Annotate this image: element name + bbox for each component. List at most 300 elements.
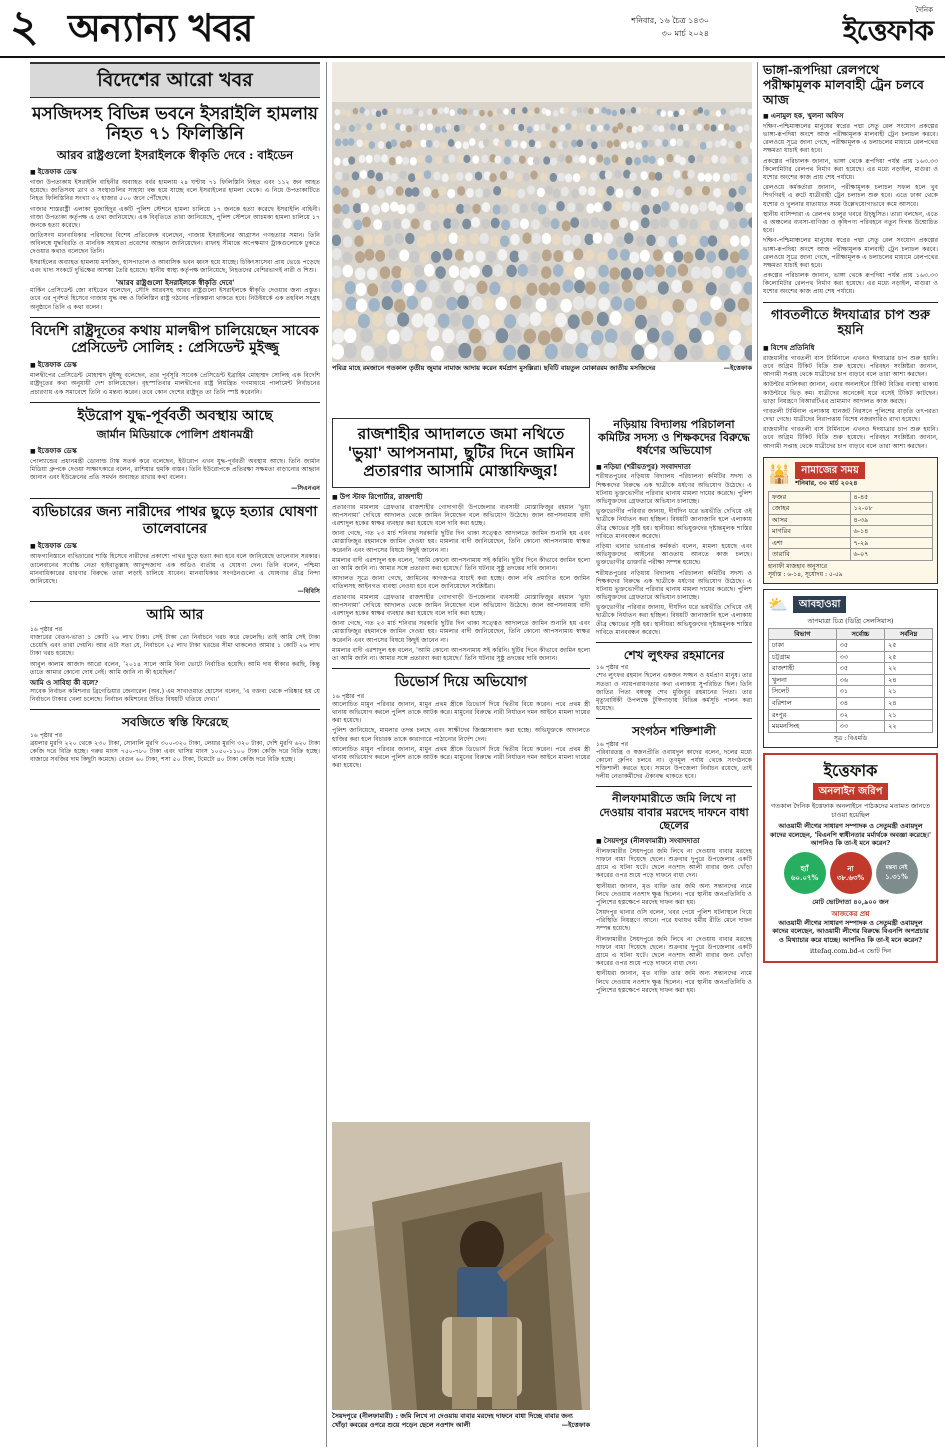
worshipper-figure xyxy=(509,328,522,343)
worshipper-figure xyxy=(355,267,366,280)
worshipper-figure xyxy=(736,141,743,149)
worshipper-figure xyxy=(530,312,542,326)
worshipper-figure xyxy=(597,312,609,326)
worshipper-figure xyxy=(517,264,528,277)
worshipper-figure xyxy=(367,170,375,179)
weather-header: সর্বনিম্ন xyxy=(885,628,933,640)
prayer-row xyxy=(769,491,933,503)
worshipper-figure xyxy=(558,154,565,162)
grave-image xyxy=(332,1122,590,1410)
worshipper-figure xyxy=(660,110,666,117)
worshipper-figure xyxy=(531,219,540,230)
grave-photo-caption: সৈয়দপুরে (নীলফামারী) : জমি লিখে না দেওয়ায় বাবার মরদেহ দাফনে বাধা দিচ্ছে বাবার জন্য খোঁড়া কবরের ওপরে শুয়ে পড়েন ছেলে নওশাদ আলী —ইত্তেফাক xyxy=(332,1412,590,1429)
worshipper-figure xyxy=(518,249,528,261)
worshipper-figure xyxy=(619,217,628,228)
worshipper-figure xyxy=(444,107,450,114)
worshipper-figure xyxy=(510,234,520,245)
weather-cell: ৩৩ xyxy=(836,721,885,733)
worshipper-figure xyxy=(577,107,583,114)
worshipper-figure xyxy=(356,299,368,313)
worshipper-figure xyxy=(671,202,680,212)
worshipper-figure xyxy=(396,108,402,115)
worshipper-figure xyxy=(367,283,378,296)
worshipper-figure xyxy=(517,313,529,327)
worshipper-figure xyxy=(596,154,603,162)
prayer-time-box xyxy=(763,457,938,584)
worshipper-figure xyxy=(503,345,516,361)
online-poll-box[interactable] xyxy=(763,753,938,963)
worshipper-figure xyxy=(698,298,710,312)
worshipper-figure xyxy=(465,283,476,296)
sheikh-lutfar-headline[interactable]: শেখ লুৎফর রহমানের xyxy=(623,648,725,663)
worshipper-figure xyxy=(731,281,742,294)
weather-box xyxy=(763,589,938,748)
grave-photo[interactable] xyxy=(332,1122,590,1410)
worshipper-figure xyxy=(408,173,416,182)
worshipper-figure xyxy=(450,173,458,182)
worshipper-figure xyxy=(373,219,382,230)
worshipper-figure xyxy=(474,125,480,132)
worshipper-figure xyxy=(486,251,496,263)
worshipper-figure xyxy=(394,233,404,244)
worshipper-figure xyxy=(369,141,376,149)
worshipper-figure xyxy=(420,139,427,147)
worshipper-figure xyxy=(717,345,730,361)
worshipper-figure xyxy=(741,156,748,164)
prayer-row xyxy=(769,549,933,561)
worshipper-figure xyxy=(706,141,713,149)
worshipper-figure xyxy=(600,139,607,147)
worshipper-figure xyxy=(389,157,396,165)
worshipper-figure xyxy=(591,217,600,228)
worshipper-figure xyxy=(550,140,557,148)
worshipper-figure xyxy=(647,295,659,309)
worshipper-figure xyxy=(660,299,672,313)
weather-row xyxy=(769,663,933,675)
worshipper-figure xyxy=(424,170,432,179)
worshipper-figure xyxy=(468,108,474,115)
worshipper-figure xyxy=(335,171,343,180)
worshipper-figure xyxy=(540,173,548,182)
weather-icon: ⛅ xyxy=(768,594,788,614)
worshipper-figure xyxy=(691,266,702,279)
gaza-paragraph: গাজার শাস্তরাষ্ট্রী এলাকা মুজাহিদুর একটি পুলিশ স্টেশনে হামলা চালিয়ে ১৭ জনকে হত্যা করেছে ইসরাইলি বাহিনী। গাজা উপত্যকা কর্তৃপক্ষ এ তথ্য জানিয়েছে। এক বিবৃতিতে তারা জানিয়েছে, পুলিশ স্টেশনে আচমকা হামলা চালিয়ে ১৭ জনকে হত্যা করেছে। xyxy=(30,205,320,229)
page-number: ২ xyxy=(10,1,39,52)
worshipper-figure xyxy=(702,186,710,196)
worshipper-figure xyxy=(684,186,692,196)
biden-paragraph: মার্কিন প্রেসিডেন্ট জো বাইডেন বলেছেন, সৌদি আরবসহ আরব রাষ্ট্রগুলো ইসরাইলকে স্বীকৃতি দেওয়ার জন্য প্রস্তুত। তবে এর পূর্বশর্ত হিসেবে গাজায় যুদ্ধ বন্ধ ও ফিলিস্তিন রাষ্ট্র গঠনের পরিকল্পনা থাকতে হবে। নিউইয়র্কে এক তহবিল সংগ্রহ অনুষ্ঠানে তিনি এ কথা বলেন। xyxy=(30,287,320,311)
worshipper-figure xyxy=(730,172,738,181)
worshipper-figure xyxy=(549,282,560,295)
worshipper-figure xyxy=(399,249,409,261)
sheikh-lutfar-paragraph: শেখ লুৎফর রহমান ছিলেন একজন সজ্জন ও ধর্মপ্রাণ মানুষ। তার সততা ও ন্যায়পরায়ণতার কথা এলাকায় সুপরিচিত ছিল। তিনি জাতির পিতা বঙ্গবন্ধু শেখ মুজিবুর রহমানের পিতা। তার মৃত্যুবার্ষিকী উপলক্ষে টুঙ্গিপাড়ায় বিভিন্ন কর্মসূচি পালন করা হয়েছে। xyxy=(596,672,752,713)
worshipper-figure xyxy=(434,295,446,309)
worshipper-figure xyxy=(573,296,585,310)
nilphamari-paragraph: নীলফামারীর সৈয়দপুরে জমি লিখে না দেওয়ায় বাবার মরদেহ দাফনে বাধা দিয়েছে ছেলে। শুক্রবার দুপুরে উপজেলার একটি গ্রামে এ ঘটনা ঘটে। ছেলে নওশাদ আলী বাবার জন্য খোঁড়া কবরের ওপর শুয়ে পড়ে দাফনে বাধা দেন। xyxy=(596,847,752,880)
worshipper-figure xyxy=(527,126,533,133)
nilphamari-headline[interactable]: নীলফামারীতে জমি লিখে না দেওয়ায় বাবার মরদেহ দাফনে বাধা ছেলের xyxy=(599,792,749,832)
worshipper-figure xyxy=(496,328,509,343)
nilphamari-paragraph: স্থানীয়রা জানান, মৃত ব্যক্তি তার জমি অন্য সন্তানদের নামে লিখে দেওয়ায় নওশাদ ক্ষুব্ধ ছিলেন। পরে স্থানীয় জনপ্রতিনিধি ও পুলিশের হস্তক্ষেপে মরদেহ দাফন করা হয়। xyxy=(596,970,752,994)
worshipper-figure xyxy=(597,125,603,132)
gabtoli-paragraph: রাজধানীর গাবতলী বাস টার্মিনালে এখনও ঈদযাত্রার চাপ শুরু হয়নি। তবে অগ্রিম টিকিট বিক্রি শুরু হয়েছে। পরিবহন সংশ্লিষ্টরা জানান, আগামী সপ্তাহ থেকে যাত্রীদের চাপ বাড়বে বলে তারা আশা করছেন। xyxy=(763,354,938,379)
rajshahi-paragraph: আদালত সূত্রে জানা গেছে, জামিনের কাগজপত্র যাচাই করা হচ্ছে। জাল নথি প্রমাণিত হলে জামিন বাতিলসহ আইনগত ব্যবস্থা নেওয়া হবে বলে জানিয়েছেন সংশ্লিষ্টরা। xyxy=(332,575,590,591)
worshipper-figure xyxy=(604,157,611,165)
worshipper-figure xyxy=(678,264,689,277)
worshipper-figure xyxy=(332,235,341,246)
worshipper-figure xyxy=(559,125,565,132)
worshipper-figure xyxy=(438,314,450,328)
worshipper-figure xyxy=(545,185,553,195)
worshipper-figure xyxy=(605,328,618,343)
worshipper-figure xyxy=(648,140,655,148)
worshipper-figure xyxy=(442,328,455,343)
worshipper-figure xyxy=(641,189,649,199)
worshipper-figure xyxy=(670,139,677,147)
worshipper-figure xyxy=(631,345,644,361)
worshipper-figure xyxy=(333,204,342,214)
worshipper-figure xyxy=(673,250,683,262)
vegetable-continued: ১৬ পৃষ্ঠার পর xyxy=(30,731,63,739)
worshipper-figure xyxy=(626,109,632,116)
worshipper-figure xyxy=(535,141,542,149)
worshipper-figure xyxy=(713,173,721,182)
worshipper-figure xyxy=(507,125,513,132)
foreign-news-column xyxy=(30,62,320,766)
worshipper-figure xyxy=(442,248,452,260)
weather-row xyxy=(769,686,933,698)
worshipper-figure xyxy=(340,108,346,115)
worshipper-figure xyxy=(645,264,656,277)
worshipper-figure xyxy=(560,299,572,313)
worshipper-figure xyxy=(545,344,558,360)
worshipper-figure xyxy=(469,329,482,344)
worshipper-figure xyxy=(410,157,417,165)
worshipper-figure xyxy=(469,265,480,278)
worshipper-figure xyxy=(472,204,481,214)
worshipper-figure xyxy=(414,330,427,345)
noria-headline[interactable]: নড়িয়ায় বিদ্যালয় পরিচালনা কমিটির সদস্য ও শিক্ষকদের বিরুদ্ধে ধর্ষণের অভিযোগ xyxy=(598,418,750,458)
worshipper-figure xyxy=(674,344,687,360)
worshipper-figure xyxy=(573,248,583,260)
gaza-headline[interactable]: মসজিদসহ বিভিন্ন ভবনে ইসরাইলি হামলায় নিহত ৭১ ফিলিস্তিনি xyxy=(32,104,318,145)
noria-paragraph: শরীয়তপুরের নড়িয়ায় বিদ্যালয় পরিচালনা কমিটির সদস্য ও শিক্ষকদের বিরুদ্ধে এক ছাত্রীকে ধর্ষণের অভিযোগ উঠেছে। এ ঘটনায় ভুক্তভোগীর পরিবার থানায় মামলা দায়ের করেছে। পুলিশ অভিযুক্তদের গ্রেফতারে অভিযান চালাচ্ছে। xyxy=(596,473,752,506)
worshipper-figure xyxy=(646,235,656,246)
worshipper-figure xyxy=(649,108,655,115)
worshipper-figure xyxy=(506,265,517,278)
worshipper-figure xyxy=(740,108,746,115)
weather-cell: ৩৫ xyxy=(836,663,885,675)
worshipper-figure xyxy=(356,283,367,296)
worshipper-figure xyxy=(495,297,507,311)
maldives-byline: ■ ইত্তেফাক ডেস্ক xyxy=(30,360,320,370)
worshipper-figure xyxy=(552,126,558,133)
gabtoli-headline[interactable]: গাবতলীতে ঈদযাত্রার চাপ শুরু হয়নি xyxy=(770,307,931,339)
worshipper-figure xyxy=(341,188,349,198)
gaza-byline: ■ ইত্তেফাক ডেস্ক xyxy=(30,167,320,177)
worshipper-figure xyxy=(738,186,746,196)
worshipper-figure xyxy=(537,188,545,198)
organization-continued: ১৬ পৃষ্ঠার পর xyxy=(596,740,629,748)
worshipper-figure xyxy=(609,267,620,280)
worshipper-figure xyxy=(457,108,463,115)
worshipper-figure xyxy=(415,171,423,180)
grave-photo-credit: —ইত্তেফাক xyxy=(561,1420,590,1429)
worshipper-figure xyxy=(423,187,431,197)
date-block xyxy=(631,14,709,40)
weather-cell: ৩২ xyxy=(836,709,885,721)
weather-header: সর্বোচ্চ xyxy=(836,628,885,640)
worshipper-figure xyxy=(490,236,500,247)
weather-table xyxy=(768,628,933,733)
worshipper-figure xyxy=(604,124,610,131)
worshipper-figure xyxy=(730,125,736,132)
worshipper-figure xyxy=(556,201,565,211)
worshipper-figure xyxy=(584,249,594,261)
worshipper-figure xyxy=(483,139,490,147)
worshipper-figure xyxy=(386,186,394,196)
worshipper-figure xyxy=(565,155,572,163)
newspaper-logo xyxy=(723,6,933,50)
worshipper-figure xyxy=(687,170,695,179)
mosque-prayer-photo[interactable] xyxy=(332,62,752,362)
worshipper-figure xyxy=(345,281,356,294)
worshipper-figure xyxy=(591,141,598,149)
poll-logo: ইত্তেফাক xyxy=(823,760,878,780)
worshipper-figure xyxy=(567,202,576,212)
worshipper-figure xyxy=(456,172,464,181)
worshipper-figure xyxy=(466,188,474,198)
worshipper-figure xyxy=(646,280,657,293)
worshipper-figure xyxy=(388,248,398,260)
weather-header: বিভাগ xyxy=(769,628,837,640)
europe-source: —সিএনএন xyxy=(291,484,320,492)
prayer-row xyxy=(769,537,933,549)
worshipper-figure xyxy=(494,155,501,163)
worshipper-figure xyxy=(621,314,633,328)
worshipper-figure xyxy=(651,187,659,197)
noria-paragraph: ভুক্তভোগীর পরিবার জানায়, দীর্ঘদিন ধরে ভয়ভীতি দেখিয়ে ওই ছাত্রীকে নির্যাতন করা হচ্ছিল। বিষয়টি জানাজানি হলে এলাকায় তীব্র ক্ষোভের সৃষ্টি হয়। স্থানীয়রা অভিযুক্তদের দৃষ্টান্তমূলক শাস্তির দাবিতে মানববন্ধন করেছে। xyxy=(596,604,752,636)
vegetable-headline[interactable]: সবজিতে স্বস্তি ফিরেছে xyxy=(121,715,229,730)
worshipper-figure xyxy=(465,126,471,133)
worshipper-figure xyxy=(725,266,736,279)
worshipper-figure xyxy=(705,173,713,182)
mosque-icon: 🕌 xyxy=(768,463,791,485)
worshipper-figure xyxy=(624,298,636,312)
worshipper-figure xyxy=(731,345,744,361)
worshipper-figure xyxy=(377,189,385,199)
worshipper-figure xyxy=(584,234,594,245)
worshipper-figure xyxy=(565,264,576,277)
worshipper-figure xyxy=(615,188,623,198)
worshipper-figure xyxy=(402,157,409,165)
worshipper-figure xyxy=(573,155,580,163)
rajshahi-headline[interactable]: রাজশাহীর আদালতে জমা নথিতে 'ভুয়া' আপসনামা, ছুটির দিনে জামিন প্রতারণার আসামি মোস্তাফিজুর! xyxy=(347,424,575,481)
worshipper-figure xyxy=(381,202,390,212)
worshipper-figure xyxy=(446,345,459,361)
worshipper-figure xyxy=(703,156,710,164)
worshipper-figure xyxy=(726,201,735,211)
worshipper-figure xyxy=(655,139,662,147)
worshipper-figure xyxy=(349,125,355,132)
worshipper-figure xyxy=(388,108,394,115)
ami-ar-paragraph: আবুল কালাম আজাদ আরো বলেন, '২০১৪ সালে আমি বিনা ভোটে নির্বাচিত হয়েছি। আমি দায় স্বীকার করছি, কিন্তু তাতে আমার কোনো দোষ নেই। আমি জানি না কী হয়েছিল।' xyxy=(30,660,320,676)
maldives-headline[interactable]: বিদেশি রাষ্ট্রদূতের কথায় মালদ্বীপ চালিয়েছেন সাবেক প্রেসিডেন্ট সোলিহ : প্রেসিডেন্ট মুইজ্জু xyxy=(31,322,319,356)
worshipper-figure xyxy=(711,124,717,131)
gabtoli-paragraph: রাজধানীর গাবতলী বাস টার্মিনালে এখনও ঈদযাত্রার চাপ শুরু হয়নি। তবে অগ্রিম টিকিট বিক্রি শুরু হয়েছে। পরিবহন সংশ্লিষ্টরা জানান, আগামী সপ্তাহ থেকে যাত্রীদের চাপ বাড়বে বলে তারা আশা করছেন। xyxy=(763,426,938,450)
worshipper-figure xyxy=(360,170,368,179)
worshipper-figure xyxy=(562,234,572,245)
worshipper-figure xyxy=(709,220,718,231)
worshipper-figure xyxy=(380,266,391,279)
poll-today-label: আজকের প্রশ্ন xyxy=(831,909,870,919)
worshipper-figure xyxy=(403,108,409,115)
worshipper-figure xyxy=(641,217,650,228)
worshipper-figure xyxy=(683,251,693,263)
worshipper-figure xyxy=(571,189,579,199)
worshipper-figure xyxy=(711,110,717,117)
worshipper-figure xyxy=(343,236,353,247)
weather-cell: ৩৫ xyxy=(836,640,885,652)
worshipper-figure xyxy=(498,124,504,131)
rajshahi-paragraph: মামলার বাদী এরশাদুল হক বলেন, 'আমি কোনো আপসনামায় সই করিনি। ছুটির দিনে কীভাবে জামিন হলো তা আমি জানি না। আমার সঙ্গে প্রতারণা করা হয়েছে।' তিনি ঘটনার সুষ্ঠু তদন্তের দাবি জানান। xyxy=(332,556,590,572)
worshipper-figure xyxy=(504,314,516,328)
worshipper-figure xyxy=(431,251,441,263)
worshipper-figure xyxy=(515,173,523,182)
worshipper-figure xyxy=(620,108,626,115)
worshipper-figure xyxy=(388,124,394,131)
worshipper-figure xyxy=(344,328,357,343)
worshipper-figure xyxy=(391,266,402,279)
worshipper-figure xyxy=(402,343,415,359)
worshipper-figure xyxy=(613,139,620,147)
worshipper-figure xyxy=(668,236,678,247)
worshipper-figure xyxy=(394,299,406,313)
worshipper-figure xyxy=(597,251,607,263)
worshipper-figure xyxy=(493,204,502,214)
gaza-subheadline: আরব রাষ্ট্রগুলো ইসরাইলকে স্বীকৃতি দেবে : বাইডেন xyxy=(56,147,294,162)
worshipper-figure xyxy=(594,107,600,114)
worshipper-figure xyxy=(400,267,411,280)
worshipper-figure xyxy=(393,218,402,229)
worshipper-figure xyxy=(407,108,413,115)
worshipper-figure xyxy=(530,171,538,180)
ami-ar-headline[interactable]: আমি আর xyxy=(146,607,204,624)
worshipper-figure xyxy=(614,170,622,179)
worshipper-figure xyxy=(416,280,427,293)
worshipper-figure xyxy=(529,139,536,147)
worshipper-figure xyxy=(482,265,493,278)
worshipper-figure xyxy=(449,233,459,244)
worshipper-figure xyxy=(611,296,623,310)
weather-cell: ২৪ xyxy=(885,674,933,686)
worshipper-figure xyxy=(624,233,634,244)
worshipper-figure xyxy=(381,154,388,162)
worshipper-figure xyxy=(716,110,722,117)
europe-headline[interactable]: ইউরোপ যুদ্ধ-পূর্ববর্তী অবস্থায় আছে xyxy=(77,407,273,424)
worshipper-figure xyxy=(667,186,675,196)
worshipper-figure xyxy=(580,218,589,229)
worshipper-figure xyxy=(510,295,522,309)
weather-row xyxy=(769,709,933,721)
worshipper-figure xyxy=(352,171,360,180)
worshipper-figure xyxy=(520,141,527,149)
worshipper-figure xyxy=(700,236,710,247)
weather-cell: ২২ xyxy=(885,663,933,675)
worshipper-figure xyxy=(634,157,641,165)
worshipper-figure xyxy=(716,328,729,343)
poll-no: না ৩৮.৬৩% xyxy=(830,852,872,894)
worshipper-figure xyxy=(455,249,465,261)
worshipper-figure xyxy=(396,186,404,196)
worshipper-figure xyxy=(723,173,731,182)
noria-paragraph: ভুক্তভোগীর পরিবার জানায়, দীর্ঘদিন ধরে ভয়ভীতি দেখিয়ে ওই ছাত্রীকে নির্যাতন করা হচ্ছিল। বিষয়টি জানাজানি হলে এলাকায় তীব্র ক্ষোভের সৃষ্টি হয়। স্থানীয়রা অভিযুক্তদের দৃষ্টান্তমূলক শাস্তির দাবিতে মানববন্ধন করেছে। xyxy=(596,508,752,540)
worshipper-figure xyxy=(642,140,649,148)
worshipper-figure xyxy=(621,141,628,149)
prayer-time-date: শনিবার, ৩০ মার্চ ২০২৪ xyxy=(795,479,858,487)
worshipper-figure xyxy=(724,123,730,130)
worshipper-figure xyxy=(654,264,665,277)
weather-title: আবহাওয়া xyxy=(793,596,847,613)
worshipper-figure xyxy=(718,249,728,261)
worshipper-figure xyxy=(579,123,585,130)
worshipper-figure xyxy=(477,281,488,294)
worshipper-figure xyxy=(739,218,748,229)
worshipper-figure xyxy=(473,346,486,362)
worshipper-figure xyxy=(536,298,548,312)
worshipper-figure xyxy=(335,109,341,116)
worshipper-figure xyxy=(538,330,551,345)
worshipper-figure xyxy=(359,107,365,114)
worshipper-figure xyxy=(695,187,703,197)
worshipper-figure xyxy=(704,124,710,131)
poll-vote-link[interactable]: ittefaq.com.bd-এ ভোট দিন xyxy=(809,947,892,956)
worshipper-figure xyxy=(689,328,702,343)
worshipper-figure xyxy=(550,158,557,166)
taliban-headline[interactable]: ব্যভিচারের জন্য নারীদের পাথর ছুড়ে হত্যার ঘোষণা তালেবানের xyxy=(32,503,318,537)
worshipper-figure xyxy=(664,252,674,264)
worshipper-figure xyxy=(551,218,560,229)
worshipper-figure xyxy=(606,186,614,196)
worshipper-figure xyxy=(599,219,608,230)
worshipper-figure xyxy=(418,110,424,117)
worshipper-figure xyxy=(534,124,540,131)
worshipper-figure xyxy=(735,107,741,114)
train-headline[interactable]: ভাঙ্গা-রূপদিয়া রেলপথে পরীক্ষামূলক মালবাহী ট্রেন চলবে আজ xyxy=(763,62,924,107)
worshipper-figure xyxy=(629,252,639,264)
vegetable-paragraph: ব্রয়লার মুরগি ২২০ থেকে ২৩০ টাকা, সোনালি মুরগি ৩০০-৩২০ টাকা, লেয়ার মুরগি ৩২০ টাকা, দেশি মুরগি ৬২০ টাকা কেজি দরে বিক্রি হচ্ছে। গরুর মাংস ৭৫০-৭৮০ টাকা এবং খাসির মাংস ১০৫০-১১০০ টাকা কেজি দরে বিক্রি হচ্ছে। বাজারে সবজির দাম কিছুটা কমেছে। বেগুন ৬০ টাকা, শসা ৫০ টাকা, টমেটো ৪০ টাকা কেজি দরে বিক্রি হচ্ছে। xyxy=(30,739,320,763)
worshipper-figure xyxy=(593,232,603,243)
worshipper-figure xyxy=(716,205,725,215)
weather-source: সূত্র : বিএমডি xyxy=(833,734,868,742)
worshipper-figure xyxy=(588,108,594,115)
worshipper-figure xyxy=(348,138,355,146)
worshipper-figure xyxy=(417,201,426,211)
worshipper-figure xyxy=(520,219,529,230)
organization-headline[interactable]: সংগঠন শক্তিশালী xyxy=(632,724,716,739)
worshipper-figure xyxy=(604,343,617,359)
worshipper-figure xyxy=(473,110,479,117)
prayer-cell: তারাবি xyxy=(769,549,851,561)
worshipper-figure xyxy=(487,110,493,117)
gaza-paragraph: জাতিসংঘ মানবাধিকার পরিষদের বিশেষ প্রতিবেদক বলেছেন, গাজায় ইসরাইলের আগ্রাসন গণহত্যার সমান। তিনি অবিলম্বে যুদ্ধবিরতি ও মানবিক সহায়তা প্রবেশের আহ্বান জানিয়েছেন। রাফাহ সীমান্তে অপেক্ষমাণ ট্রাকগুলোকে ঢুকতে দেওয়ার কথাও বলেছেন তিনি। xyxy=(30,232,320,256)
worshipper-figure xyxy=(426,140,433,148)
worshipper-figure xyxy=(462,108,468,115)
worshipper-figure xyxy=(662,139,669,147)
worshipper-figure xyxy=(344,343,357,359)
worshipper-figure xyxy=(744,124,750,131)
divorce-headline[interactable]: ডিভোর্স দিয়ে অভিযোগ xyxy=(394,674,528,691)
